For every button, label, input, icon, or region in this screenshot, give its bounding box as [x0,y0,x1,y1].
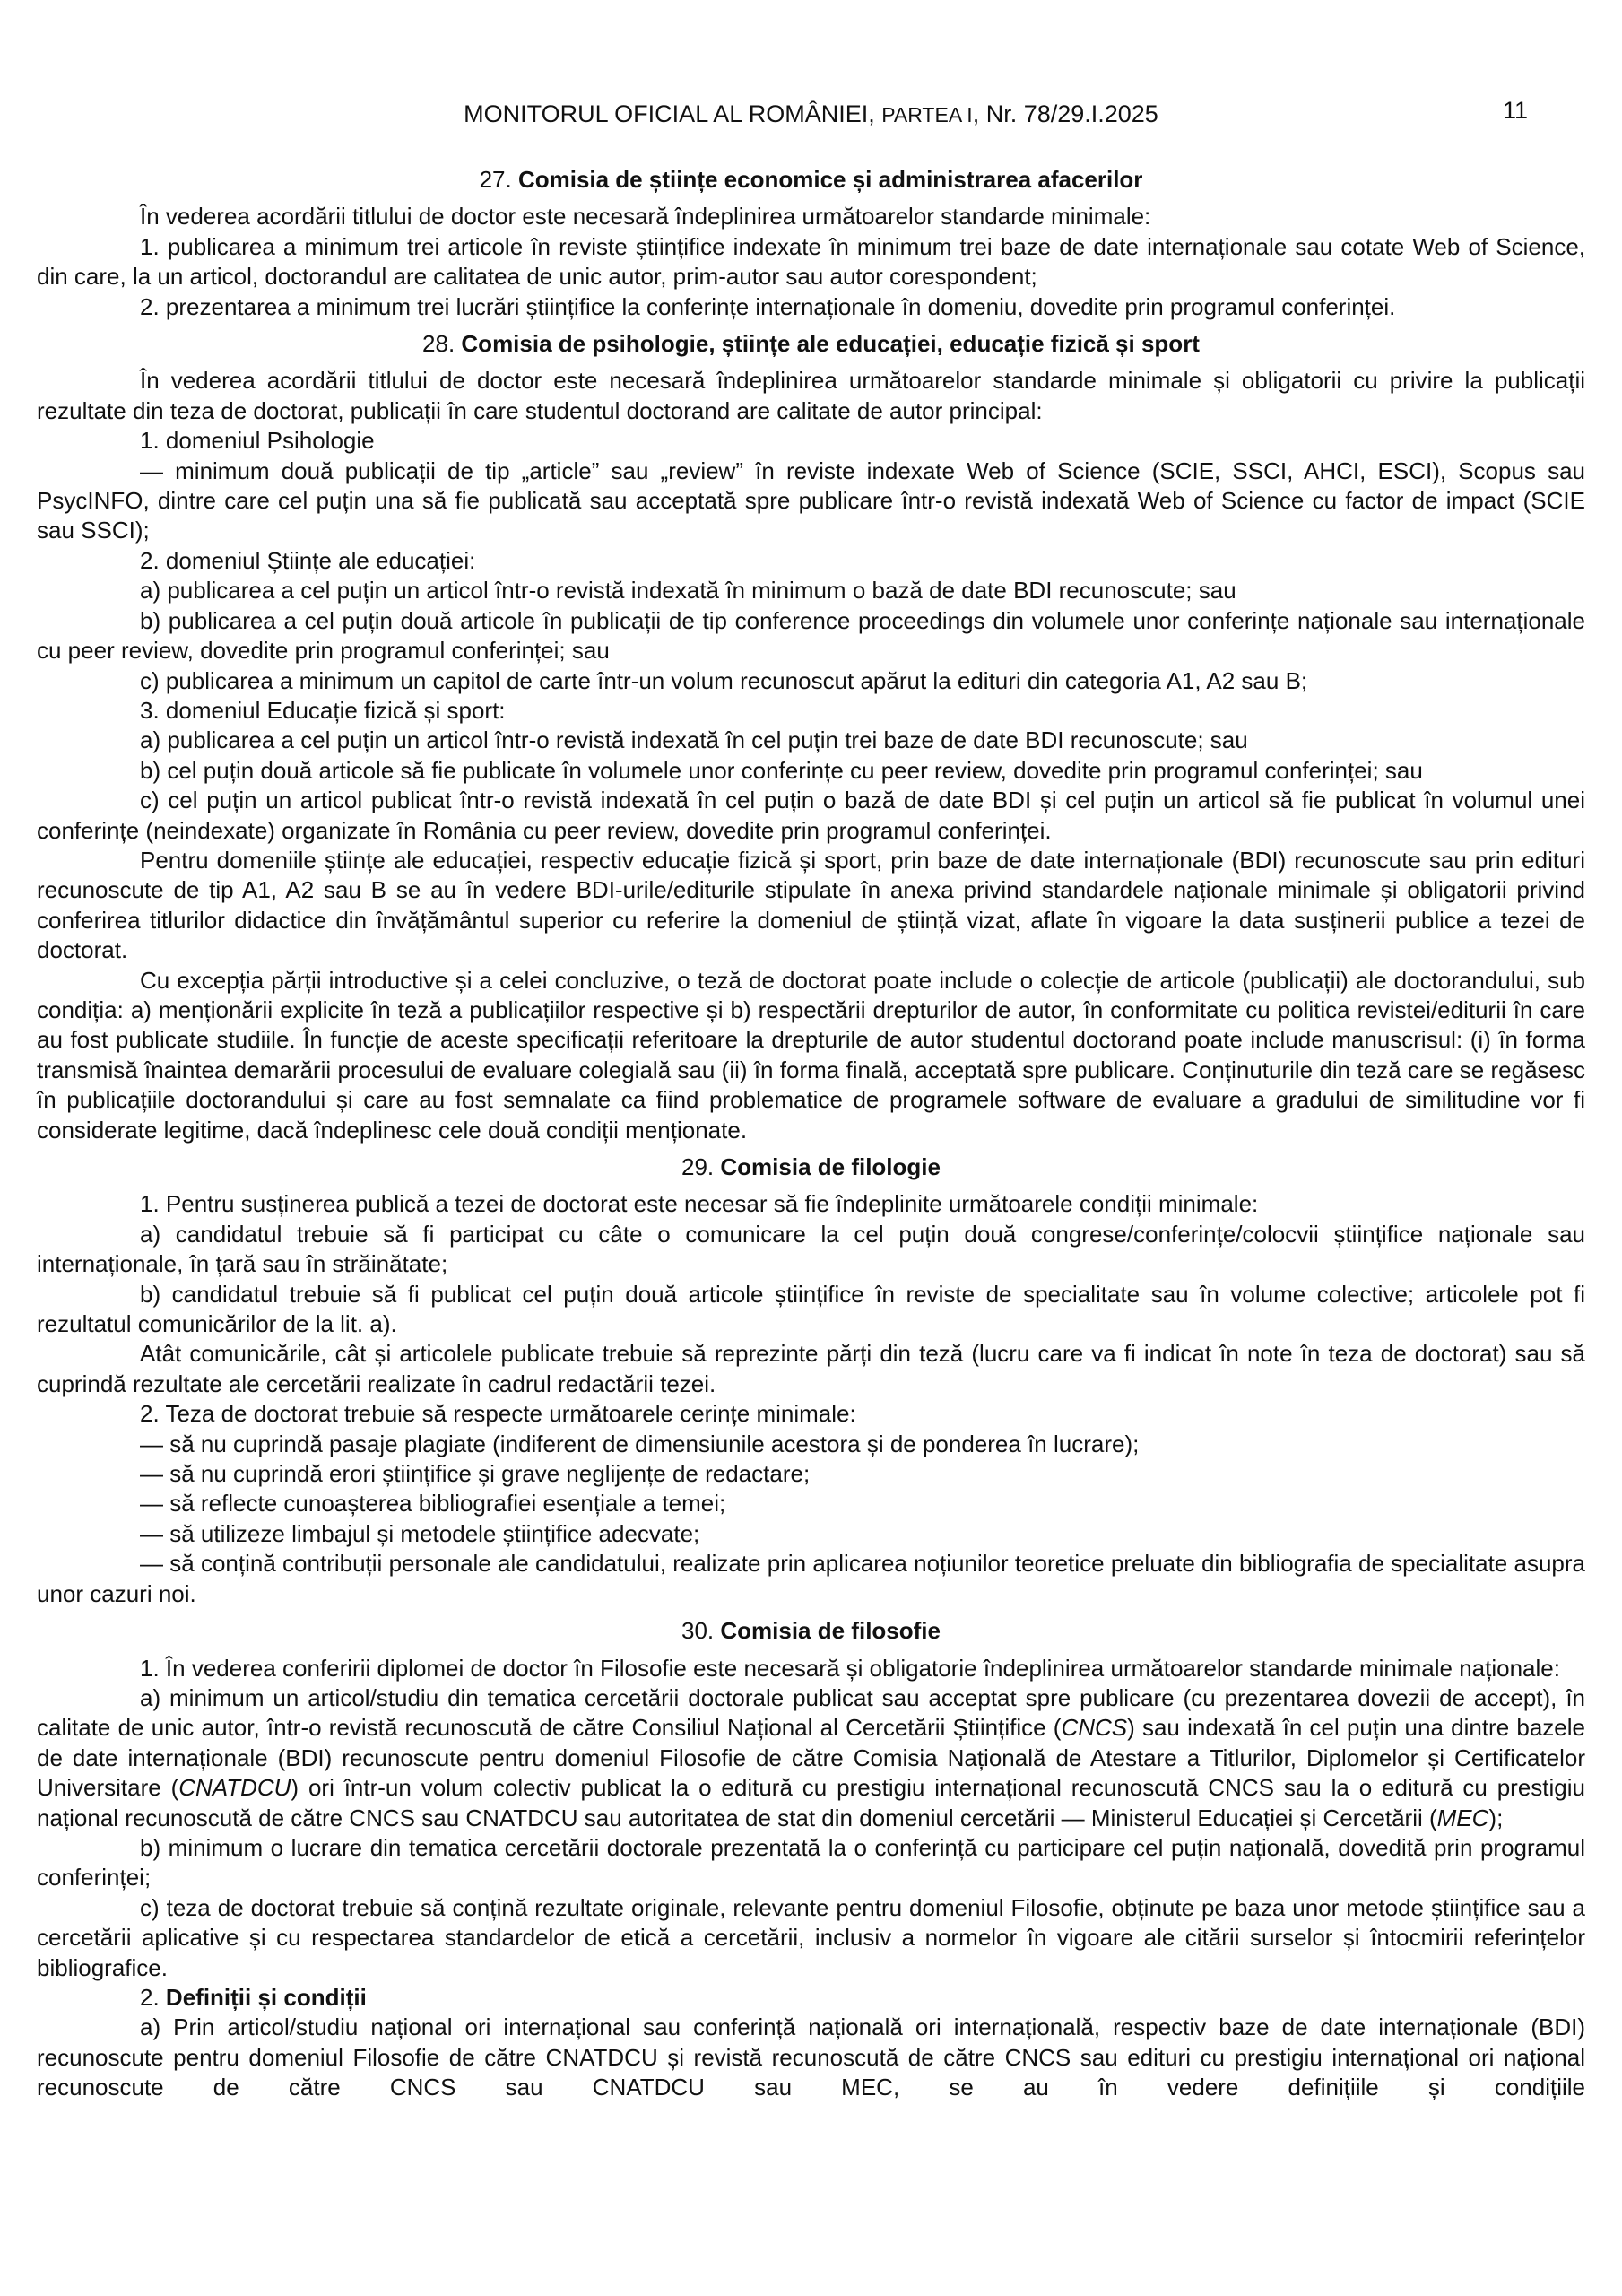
text-segment: Atât comunicările, cât și articolele publicate trebuie să reprezinte părți din teză (lucru care va fi indicat în note în teza de doctorat) sau să cuprindă rezultate ale cercetării realizate în cadrul redactării tezei. [37,1340,1585,1397]
text-segment: — să conțină contribuții personale ale candidatului, realizate prin aplicarea noțiunilor teoretice preluate din bibliografia de specialitate asupra unor cazuri noi. [37,1550,1585,1607]
text-segment: b) candidatul trebuie să fi publicat cel puțin două articole științifice în reviste de specialitate sau în volume colective; articolele pot fi rezultatul comunicărilor de la lit. a). [37,1280,1585,1338]
text-segment: ) sau indexată în cel puțin una dintre bazele de date internaționale (BDI) recunoscute pentru domeniul Filosofie de către Comisia Națională de Atestare a Titlurilor, Diplomelor și Certificatelor Universitare ( [37,1714,1585,1802]
paragraph [37,426,1585,456]
paragraph [37,1549,1585,1609]
text-segment: 3. domeniul Educație fizică și sport: [140,696,506,724]
section-title: Comisia de filologie [720,1153,941,1180]
text-segment: — să reflecte cunoașterea bibliografiei esențiale a temei; [140,1490,726,1518]
section-heading [37,1152,1585,1182]
paragraph [37,546,1585,576]
text-segment: ) ori într-un volum colectiv publicat la o editură cu prestigiu internațional recunoscută CNCS sau la o editură cu prestigiu național recunoscută de către CNCS sau CNATDCU sau autoritatea de stat din domeniul cercetării — Ministerul Educației și Cercetării ( [37,1774,1585,1831]
paragraph [37,232,1585,292]
text-segment: 2. domeniul Științe ale educației: [140,546,476,574]
document-body [37,158,1585,2103]
section-title: Comisia de filosofie [720,1617,941,1645]
paragraph [37,457,1585,546]
text-segment: c) cel puțin un articol publicat într-o revistă indexată în cel puțin o bază de date BDI și cel puțin un articol să fie publicat în volumul unei conferințe (neindexate) organizate în România cu peer review, dovedite prin programul conferinței. [37,787,1585,844]
header-title: MONITORUL OFICIAL AL ROMÂNIEI, [464,100,882,127]
text-segment: 2. Teza de doctorat trebuie să respecte următoarele cerințe minimale: [140,1400,856,1428]
paragraph [37,756,1585,786]
paragraph [37,1399,1585,1429]
paragraph [37,1459,1585,1489]
text-segment: 2. prezentarea a minimum trei lucrări științifice la conferințe internaționale în domeniu, dovedite prin programul conferinței. [140,292,1396,320]
section-number: 27. [479,166,518,193]
text-segment: ); [1488,1804,1504,1831]
bold-text: Definiții și condiții [165,1983,367,2011]
paragraph [37,1489,1585,1518]
section-heading [37,329,1585,359]
paragraph [37,1833,1585,1893]
text-segment: c) publicarea a minimum un capitol de carte într-un volum recunoscut apărut la edituri din categoria A1, A2 sau B; [140,666,1308,694]
paragraph [37,726,1585,755]
italic-text: MEC [1436,1804,1489,1831]
text-segment: În vederea acordării titlului de doctor este necesară îndeplinirea următoarelor standarde minimale și obligatorii cu privire la publicații rezultate din teza de doctorat, publicații în care studentul doctorand are calitate de autor principal: [37,367,1585,424]
text-segment: a) minimum un articol/studiu din tematica cercetării doctorale publicat sau acceptat spre publicare (cu prezentarea dovezii de accept), în calitate de unic autor, într-o revistă recunoscută de către Consiliul Național al Cercetării Științifice ( [37,1683,1585,1742]
section-title: Comisia de științe economice și administrarea afacerilor [517,166,1143,193]
text-segment: b) cel puțin două articole să fie publicate în volumele unor conferințe cu peer review, dovedite prin programul conferinței; sau [140,756,1423,784]
text-segment: b) minimum o lucrare din tematica cercetării doctorale prezentată la o conferință cu participare cel puțin națională, dovedită prin programul conferinței; [37,1833,1585,1892]
paragraph [37,1654,1585,1683]
paragraph [37,666,1585,696]
paragraph [37,1683,1585,1833]
paragraph [37,292,1585,322]
paragraph [37,1430,1585,1459]
text-segment: — să nu cuprindă erori științifice și grave neglijențe de redactare; [140,1460,811,1488]
paragraph [37,366,1585,426]
section-heading [37,165,1585,195]
paragraph [37,1983,1585,2013]
text-segment: a) publicarea a cel puțin un articol într-o revistă indexată în cel puțin trei baze de date BDI recunoscute; sau [140,726,1248,754]
paragraph [37,1280,1585,1340]
section-number: 29. [681,1153,721,1180]
text-segment: a) candidatul trebuie să fi participat cu câte o comunicare la cel puțin două congrese/conferințe/colocvii științifice naționale sau internaționale, în țară sau în străinătate; [37,1220,1585,1278]
paragraph [37,1189,1585,1219]
paragraph [37,1220,1585,1280]
paragraph [37,606,1585,666]
paragraph [37,966,1585,1145]
text-segment: b) publicarea a cel puțin două articole în publicații de tip conference proceedings din volumele unor conferințe naționale sau internaționale cu peer review, dovedite prin programul conferinței; sau [37,606,1585,665]
section-heading [37,1616,1585,1646]
text-segment: 1. Pentru susținerea publică a tezei de doctorat este necesar să fie îndeplinite următoarele condiții minimale: [140,1190,1259,1218]
text-segment: a) Prin articol/studiu național ori internațional sau conferință națională ori internațională, respectiv baze de date internaționale (BDI) recunoscute pentru domeniul Filosofie de către CNATDCU și revistă recunoscută de către CNCS sau edituri cu prestigiu internațional ori național recunoscute de către CNCS sau CNATDCU sau MEC, se au în vedere definițiile și condițiile [37,2013,1585,2101]
text-segment: În vederea acordării titlului de doctor este necesară îndeplinirea următoarelor standarde minimale: [140,203,1151,230]
text-segment: c) teza de doctorat trebuie să conțină rezultate originale, relevante pentru domeniul Filosofie, obținute pe baza unor metode științifice sau a cercetării aplicative și cu respectarea standardelor de etică a cercetării, inclusiv a normelor în vigoare ale citării surselor și întocmirii referințelor bibliografice. [37,1893,1585,1981]
paragraph [37,202,1585,231]
text-segment: 1. domeniul Psihologie [140,427,375,455]
text-segment: Pentru domeniile științe ale educației, respectiv educație fizică și sport, prin baze de date internaționale (BDI) recunoscute sau prin edituri recunoscute de tip A1, A2 sau B se au în vedere BDI-urile/editurile stipulate în anexa privind standardele naționale minimale și obligatorii privind conferirea titlurilor didactice din învățământul superior cu referire la domeniul de știință vizat, aflate în vigoare la data susținerii publice a tezei de doctorat. [37,846,1585,964]
italic-text: CNCS [1061,1714,1128,1742]
text-segment: — minimum două publicații de tip „article” sau „review” în reviste indexate Web of Science (SCIE, SSCI, AHCI, ESCI), Scopus sau PsycINFO, dintre care cel puțin una să fie publicată sau acceptată spre publicare într-o revistă indexată Web of Science cu factor de impact (SCIE sau SSCI); [37,457,1585,544]
section-number: 30. [681,1617,721,1645]
text-segment: 1. publicarea a minimum trei articole în reviste științifice indexate în minimum trei baze de date internaționale sau cotate Web of Science, din care, la un articol, doctorandul are calitatea de unic autor, prim-autor sau autor corespondent; [37,232,1585,291]
text-segment: — să nu cuprindă pasaje plagiate (indiferent de dimensiunile acestora și de ponderea în lucrare); [140,1430,1140,1457]
text-segment: 1. În vederea conferirii diplomei de doctor în Filosofie este necesară și obligatorie îndeplinirea următoarelor standarde minimale naționale: [140,1654,1560,1682]
page-number: 11 [1502,97,1528,124]
paragraph [37,576,1585,605]
paragraph [37,846,1585,966]
text-segment: — să utilizeze limbajul și metodele științifice adecvate; [140,1519,700,1547]
text-segment: 2. [140,1983,166,2011]
header-part: PARTEA I [881,103,973,126]
italic-text: CNATDCU [178,1774,291,1802]
header-issue: , Nr. 78/29.I.2025 [972,100,1158,127]
paragraph [37,1519,1585,1549]
section-title: Comisia de psihologie, științe ale educației, educație fizică și sport [461,330,1200,358]
section-number: 28. [422,330,462,358]
paragraph [37,1339,1585,1399]
text-segment: a) publicarea a cel puțin un articol într-o revistă indexată în minimum o bază de date BDI recunoscute; sau [140,577,1236,604]
paragraph [37,1893,1585,1983]
paragraph [37,786,1585,846]
page-header [0,100,1622,128]
paragraph [37,696,1585,726]
text-segment: Cu excepția părții introductive și a celei concluzive, o teză de doctorat poate include o colecție de articole (publicații) ale doctorandului, sub condiția: a) menționării explicite în teză a publicațiilor respective și b) respectării drepturilor de autor, în conformitate cu politica revistei/editurii în care au fost publicate studiile. În funcție de aceste specificații referitoare la drepturile de autor studentul doctorand poate include manuscrisul: (i) în forma transmisă înaintea demarării procesului de evaluare colegială sau (ii) în forma finală, acceptată spre publicare. Conținuturile din teză care se regăsesc în publicațiile doctorandului și care au fost semnalate ca fiind problematice de programele software de evaluare a gradului de similitudine vor fi considerate legitime, dacă îndeplinesc cele două condiții menționate. [37,966,1585,1144]
paragraph [37,2013,1585,2102]
